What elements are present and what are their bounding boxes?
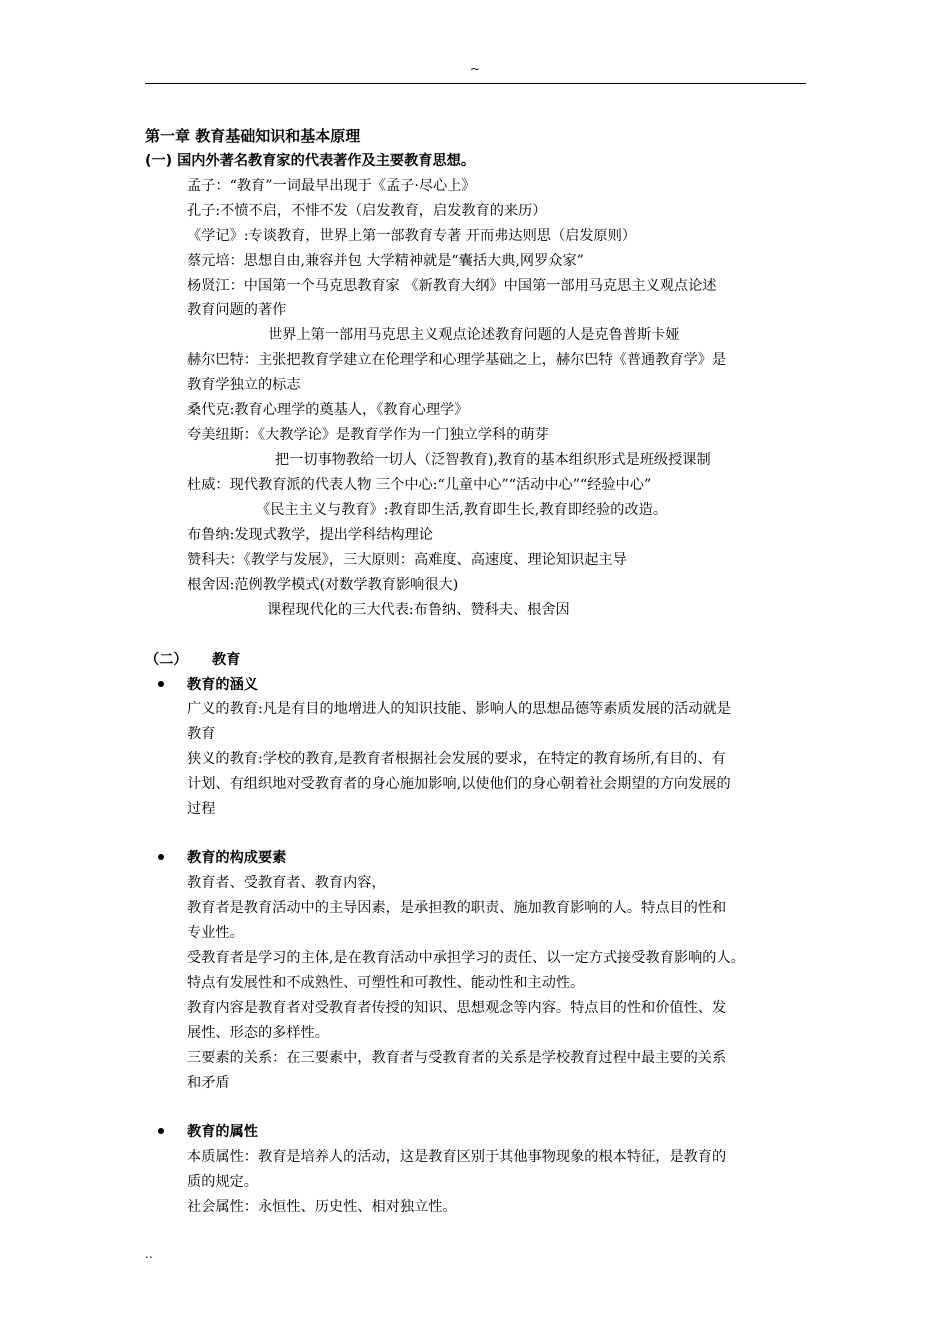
footer-mark: .. bbox=[145, 1247, 153, 1261]
section-2-title: 教育 bbox=[212, 652, 241, 668]
educator-line: 教育学独立的标志 bbox=[187, 377, 301, 393]
educator-line: 赫尔巴特：主张把教育学建立在伦理学和心理学基础之上，赫尔巴特《普通教育学》是 bbox=[187, 352, 727, 368]
body-line: 三要素的关系：在三要素中，教育者与受教育者的关系是学校教育过程中最主要的关系 bbox=[187, 1050, 727, 1066]
educator-line: 孔子:不愤不启，不悱不发（启发教育，启发教育的来历） bbox=[187, 203, 547, 219]
body-line: 专业性。 bbox=[187, 925, 244, 941]
educator-line: 杨贤江：中国第一个马克思教育家 《新教育大纲》中国第一部用马克思主义观点论述 bbox=[187, 278, 717, 294]
educator-line: 孟子：“教育”一词最早出现于《孟子·尽心上》 bbox=[187, 178, 476, 194]
bullet-title: 教育的属性 bbox=[187, 1124, 258, 1140]
body-line: 和矛盾 bbox=[187, 1075, 230, 1091]
bullet-title: 教育的构成要素 bbox=[187, 850, 287, 866]
body-line: 受教育者是学习的主体,是在教育活动中承担学习的责任、以一定方式接受教育影响的人。 bbox=[187, 950, 745, 966]
educator-line: 蔡元培：思想自由,兼容并包 大学精神就是“囊括大典,网罗众家” bbox=[187, 253, 584, 269]
educator-line: 世界上第一部用马克思主义观点论述教育问题的人是克鲁普斯卡娅 bbox=[268, 327, 680, 343]
educator-line: 教育问题的著作 bbox=[187, 302, 287, 318]
body-line: 教育内容是教育者对受教育者传授的知识、思想观念等内容。特点目的性和价值性、发 bbox=[187, 1000, 727, 1016]
bullet-icon bbox=[158, 854, 164, 860]
educator-line: 《民主主义与教育》:教育即生活,教育即生长,教育即经验的改造。 bbox=[256, 502, 668, 518]
header-rule bbox=[145, 83, 806, 84]
body-line: 计划、有组织地对受教育者的身心施加影响,以使他们的身心朝着社会期望的方向发展的 bbox=[187, 776, 731, 792]
educator-line: 赞科夫：《教学与发展》，三大原则：高难度、高速度、理论知识起主导 bbox=[187, 552, 627, 568]
body-line: 教育 bbox=[187, 726, 216, 742]
educator-line: 把一切事物教给一切人（泛智教育),教育的基本组织形式是班级授课制 bbox=[275, 452, 711, 468]
body-line: 广义的教育:凡是有目的地增进人的知识技能、影响人的思想品德等素质发展的活动就是 bbox=[187, 701, 731, 717]
body-line: 社会属性：永恒性、历史性、相对独立性。 bbox=[187, 1199, 457, 1215]
educator-line: 布鲁纳:发现式教学，提出学科结构理论 bbox=[187, 527, 433, 543]
body-line: 狭义的教育:学校的教育,是教育者根据社会发展的要求，在特定的教育场所,有目的、有 bbox=[187, 751, 726, 767]
chapter-title: 第一章 教育基础知识和基本原理 bbox=[145, 127, 361, 145]
educator-line: 桑代克:教育心理学的奠基人，《教育心理学》 bbox=[187, 402, 469, 418]
body-line: 质的规定。 bbox=[187, 1174, 258, 1190]
educator-line: 杜威：现代教育派的代表人物 三个中心:“儿童中心”“活动中心”“经验中心” bbox=[187, 477, 652, 493]
bullet-icon bbox=[158, 1128, 164, 1134]
section-2-number: （二） bbox=[145, 652, 188, 668]
body-line: 教育者、受教育者、教育内容， bbox=[187, 875, 386, 891]
body-line: 本质属性：教育是培养人的活动，这是教育区别于其他事物现象的根本特征，是教育的 bbox=[187, 1149, 727, 1165]
body-line: 过程 bbox=[187, 801, 216, 817]
educator-line: 根舍因:范例教学模式(对数学教育影响很大) bbox=[187, 577, 459, 593]
bullet-icon bbox=[158, 681, 164, 687]
header-mark: ~ bbox=[469, 62, 481, 76]
body-line: 展性、形态的多样性。 bbox=[187, 1025, 329, 1041]
body-line: 特点有发展性和不成熟性、可塑性和可教性、能动性和主动性。 bbox=[187, 975, 585, 991]
bullet-title: 教育的涵义 bbox=[187, 677, 258, 693]
educator-line: 《学记》:专谈教育，世界上第一部教育专著 开而弗达则思（启发原则） bbox=[187, 228, 637, 244]
section-1-heading: (一) 国内外著名教育家的代表著作及主要教育思想。 bbox=[145, 153, 476, 169]
body-line: 教育者是教育活动中的主导因素，是承担教的职责、施加教育影响的人。特点目的性和 bbox=[187, 900, 727, 916]
educator-line: 课程现代化的三大代表:布鲁纳、赞科夫、根舍因 bbox=[267, 602, 570, 618]
educator-line: 夸美纽斯：《大教学论》是教育学作为一门独立学科的萌芽 bbox=[187, 427, 549, 443]
